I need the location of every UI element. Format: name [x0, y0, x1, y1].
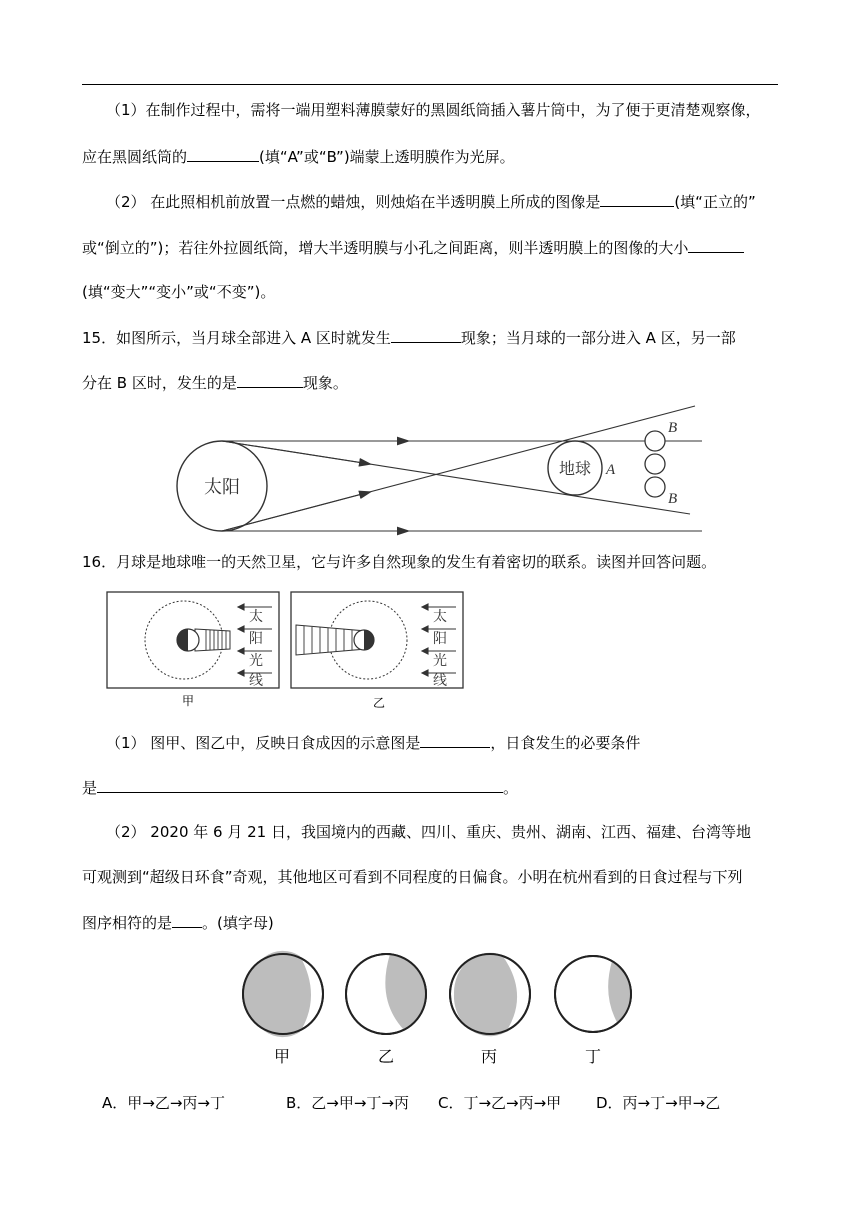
- q15-line1: [82, 327, 736, 348]
- q14-p2-text-a: （2） 在此照相机前放置一点燃的蜡烛，则烛焰在半透明膜上所成的图像是: [106, 193, 601, 211]
- eclipse-label-ding: 丁: [585, 1047, 602, 1066]
- q15-line2: [82, 372, 348, 393]
- q15-text-a: 15．如图所示，当月球全部进入 A 区时就发生: [82, 329, 391, 347]
- q16-p1-line2: [82, 777, 518, 798]
- q16-p1-text-b: ，日食发生的必要条件: [490, 734, 641, 752]
- option-b[interactable]: B．乙→甲→丁→丙: [286, 1094, 409, 1112]
- light-char-3: 光: [433, 653, 447, 669]
- q16-p1-text-c: 是: [82, 779, 98, 797]
- light-char-4: 线: [249, 673, 263, 689]
- answer-blank-q14-3[interactable]: [688, 237, 744, 253]
- answer-blank-q16-3[interactable]: [172, 912, 202, 928]
- q16-stem: 16．月球是地球唯一的天然卫星，它与许多自然现象的发生有着密切的联系。读图并回答问题。: [82, 553, 717, 571]
- earth-label: 地球: [558, 461, 592, 478]
- eclipse-disc-bing: [450, 953, 530, 1036]
- light-char-4: 线: [433, 673, 447, 689]
- light-char-2: 阳: [249, 631, 263, 647]
- q16-p1-text-a: （1） 图甲、图乙中，反映日食成因的示意图是: [106, 734, 421, 752]
- panel-yi-solar-eclipse: [290, 591, 464, 689]
- sun-label: 太阳: [204, 477, 240, 497]
- q14-p1-text-a: 应在黑圆纸筒的: [82, 148, 188, 166]
- light-char-3: 光: [249, 653, 263, 669]
- panel-yi-caption: 乙: [373, 696, 386, 710]
- answer-blank-q15-2[interactable]: [237, 372, 303, 388]
- answer-blank-q15-1[interactable]: [391, 327, 461, 343]
- q14-p2-line3: (填“变大”“变小”或“不变”)。: [82, 283, 276, 301]
- q14-p2-line2: [82, 237, 744, 258]
- q16-p2-text-b: 。(填字母): [202, 914, 274, 932]
- light-char-2: 阳: [433, 631, 447, 647]
- answer-blank-q16-2[interactable]: [97, 777, 503, 793]
- option-c[interactable]: C．丁→乙→丙→甲: [438, 1094, 562, 1112]
- q16-p2-text-a: 图序相符的是: [82, 914, 173, 932]
- q14-p2-text-b: (填“正立的”: [674, 193, 756, 211]
- answer-blank-q14-1[interactable]: [187, 146, 259, 162]
- eclipse-label-yi: 乙: [378, 1047, 395, 1066]
- moon-lower: [645, 477, 665, 497]
- q16-p2-line2: 可观测到“超级日环食”奇观，其他地区可看到不同程度的日偏食。小明在杭州看到的日食过程与下列: [82, 868, 743, 886]
- q15-text-c: 分在 B 区时，发生的是: [82, 374, 237, 392]
- q14-p1-text-b: (填“A”或“B”)端蒙上透明膜作为光屏。: [259, 148, 515, 166]
- arrow-cross-down: [222, 441, 370, 464]
- light-char-1: 太: [433, 609, 447, 625]
- q16-p1-text-d: 。: [503, 779, 519, 797]
- eclipse-disc-yi: [346, 954, 426, 1034]
- eclipse-disc-ding: [555, 956, 631, 1032]
- eclipse-disc-jia: [243, 951, 323, 1037]
- header-rule: [82, 84, 778, 85]
- zone-b-label-upper: B: [668, 420, 678, 436]
- q16-p2-line3: [82, 912, 274, 933]
- answer-blank-q14-2[interactable]: [600, 191, 674, 207]
- q14-p1-line1: （1）在制作过程中，需将一端用塑料薄膜蒙好的黑圆纸筒插入薯片筒中，为了便于更清楚观察像，: [106, 101, 761, 119]
- moon-upper: [645, 431, 665, 451]
- q14-p1-line2: [82, 146, 515, 167]
- answer-blank-q16-1[interactable]: [420, 732, 490, 748]
- zone-a-label: A: [606, 462, 616, 478]
- q16-p1-line1: [106, 732, 640, 753]
- q16-p2-line1: （2） 2020 年 6 月 21 日，我国境内的西藏、四川、重庆、贵州、湖南、江西、福建、台湾等地: [106, 823, 751, 841]
- q15-text-d: 现象。: [302, 374, 348, 392]
- eclipse-label-bing: 丙: [481, 1047, 498, 1066]
- q15-text-b: 现象；当月球的一部分进入 A 区，另一部: [460, 329, 736, 347]
- zone-b-label-lower: B: [668, 491, 678, 507]
- panel-jia-lunar-eclipse: [106, 591, 280, 689]
- light-char-1: 太: [249, 609, 263, 625]
- eclipse-label-jia: 甲: [274, 1047, 291, 1066]
- q14-p2-text-c: 或“倒立的”)；若往外拉圆纸筒，增大半透明膜与小孔之间距离，则半透明膜上的图像的大小: [82, 239, 689, 257]
- option-d[interactable]: D．丙→丁→甲→乙: [596, 1094, 721, 1112]
- panel-jia-caption: 甲: [182, 694, 195, 708]
- arrow-cross-up: [222, 492, 370, 531]
- eclipse-sequence-figure: [240, 948, 640, 1043]
- option-a[interactable]: A．甲→乙→丙→丁: [102, 1094, 225, 1112]
- q14-p2-line1: [106, 191, 756, 212]
- moon-middle: [645, 454, 665, 474]
- eclipse-shadow-diagram: [170, 400, 710, 540]
- earth-shadow-cone: [195, 629, 230, 651]
